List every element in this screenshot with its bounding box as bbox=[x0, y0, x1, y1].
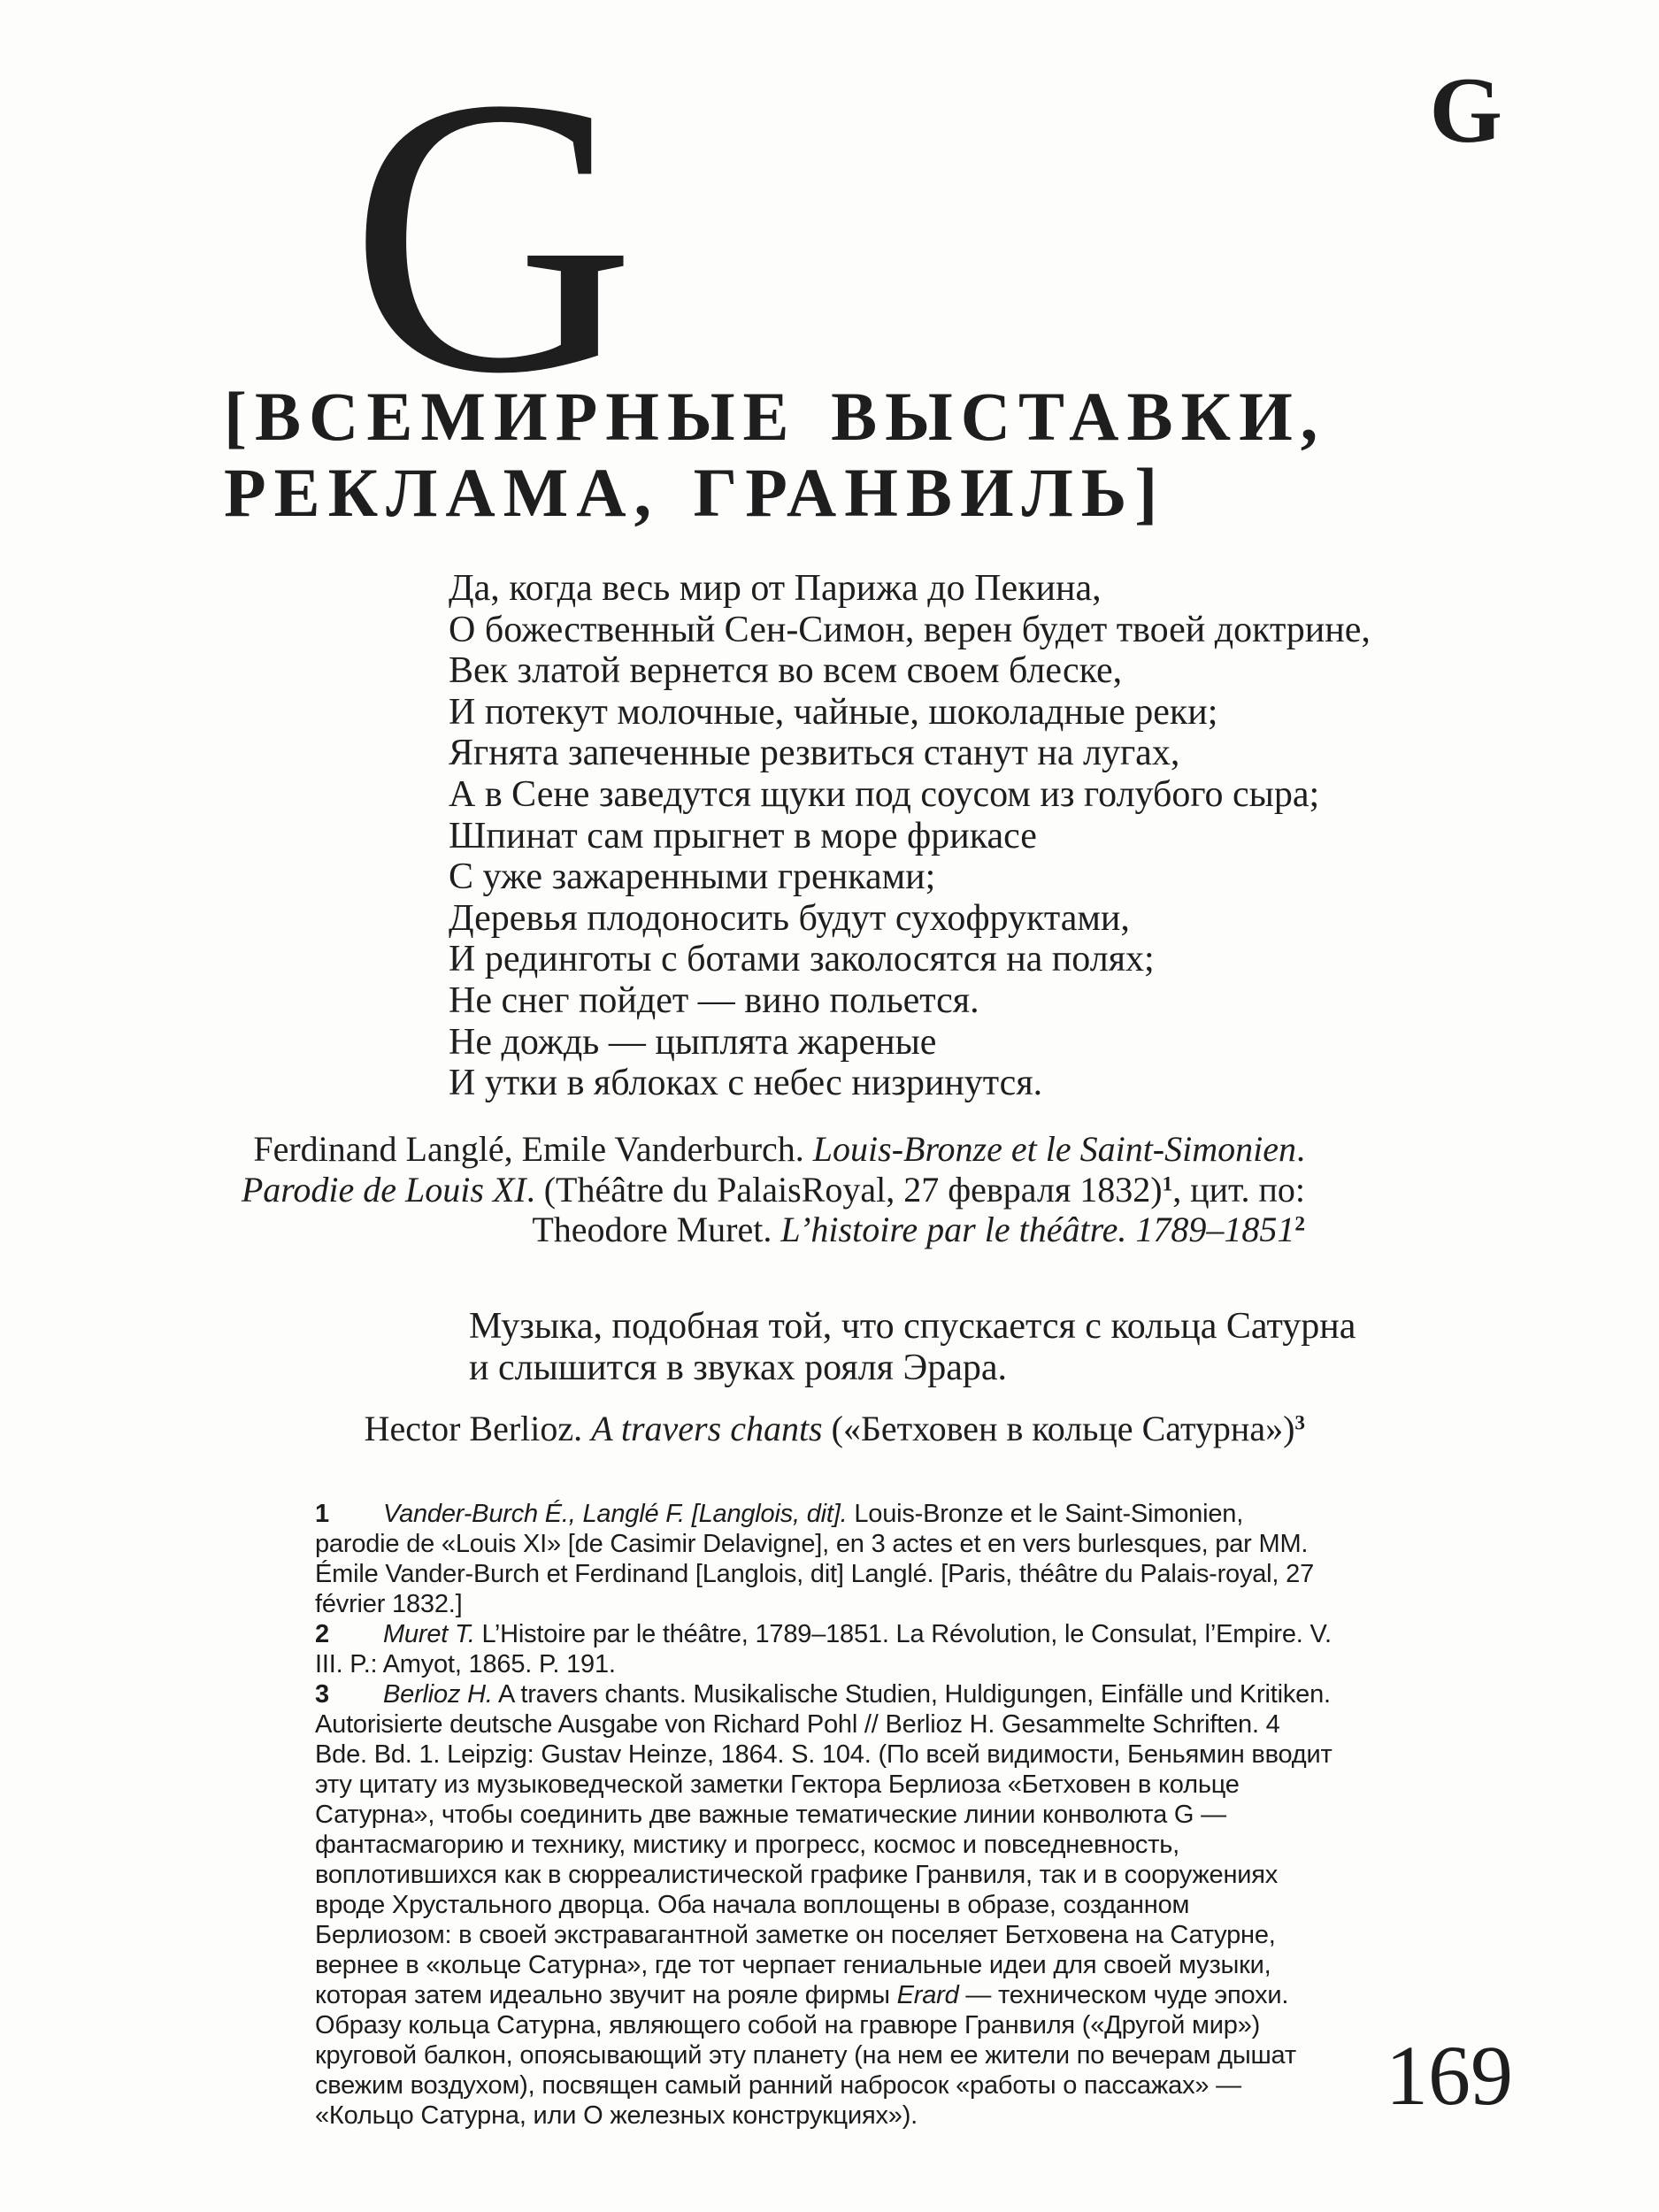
text-line: И рединготы с ботами заколосятся на полях; bbox=[449, 939, 1155, 980]
footnote-1-number: 1 bbox=[315, 1500, 329, 1528]
poem-attribution-line2 bbox=[133, 1170, 1305, 1210]
footnote-3 bbox=[315, 1679, 1333, 2131]
text-run: . (Théâtre du PalaisRoyal, 27 февраля 1832) bbox=[526, 1169, 1163, 1210]
text-line: Деревья плодоносить будут сухофруктами, bbox=[449, 897, 1130, 939]
footnote-3-number: 3 bbox=[315, 1680, 329, 1709]
text-run: Berlioz H. bbox=[383, 1680, 493, 1709]
text-run: Hector Berlioz. bbox=[364, 1409, 592, 1448]
berlioz-attribution bbox=[133, 1409, 1305, 1449]
text-line: И утки в яблоках с небес низринутся. bbox=[449, 1063, 1043, 1104]
text-run: 1 bbox=[1162, 1171, 1173, 1195]
text-run: 2 bbox=[1294, 1212, 1305, 1236]
text-run: Ferdinand Langlé, Emile Vanderburch. bbox=[253, 1129, 813, 1169]
footnote-1 bbox=[315, 1499, 1333, 1619]
text-run: Vander-Burch É., Langlé F. [Langlois, dit]. bbox=[383, 1500, 848, 1528]
footnote-2-text bbox=[315, 1620, 1332, 1678]
text-line: И потекут молочные, чайные, шоколадные реки; bbox=[449, 691, 1218, 733]
text-run: 3 bbox=[1294, 1411, 1305, 1435]
text-run: A travers chants bbox=[591, 1409, 823, 1448]
text-line: Музыка, подобная той, что спускается с кольца Сатурна bbox=[469, 1306, 1356, 1347]
text-run: , цит. по: bbox=[1172, 1169, 1305, 1210]
text-run: L’histoire par le théâtre. 1789–1851 bbox=[780, 1210, 1295, 1249]
text-run: Louis-Bronze et le Saint-Simonien bbox=[812, 1129, 1296, 1169]
poem-attribution-line3 bbox=[133, 1210, 1305, 1250]
text-run: («Бетховен в кольце Сатурна») bbox=[822, 1409, 1295, 1448]
chapter-title bbox=[224, 379, 1325, 531]
footnotes-block bbox=[315, 1499, 1333, 2131]
text-line: Шпинат сам прыгнет в море фрикасе bbox=[449, 815, 1037, 856]
text-run: A travers chants. Musikalische Studien, Huldigungen, Einfälle und Kritiken. Autorisierte deutsche Ausgabe von Richard Pohl // Berlioz H. Gesammelte Schriften. 4 Bde. Bd. 1. Leipzig: Gustav Heinze, 1864. S. 104. (По всей видимости, Беньямин вводит эту цитату из музыковедческой заметки Гектора Берлиоза «Бетховен в кольце Сатурна», чтобы соединить две важные тематические линии конволюта G — фантасмагорию и технику, мистику и прогресс, космос и повседневность, воплотившихся как в сюрреалистической графике Гранвиля, так и в сооружениях вроде Хрустального дворца. Оба начала воплощены в образе, созданном Берлиозом: в своей экстравагантной заметке он поселяет Бетховена на Сатурне, вернее в «кольце Сатурна», где тот черпает гениальные идеи для своей музыки, которая затем идеально звучит на рояле фирмы bbox=[315, 1680, 1333, 2009]
poem-attribution-line1 bbox=[133, 1129, 1305, 1170]
chapter-title-line1: [ВСЕМИРНЫЕ ВЫСТАВКИ, bbox=[224, 378, 1326, 455]
text-run: Muret T. bbox=[383, 1620, 475, 1648]
text-run: Erard bbox=[896, 1981, 959, 2009]
text-line: Да, когда весь мир от Парижа до Пекина, bbox=[449, 568, 1102, 609]
poem-quote bbox=[449, 568, 1371, 1104]
text-run: Parodie de Louis XI bbox=[241, 1169, 526, 1210]
text-run: — техническом чуде эпохи. Образу кольца Сатурна, являющего собой на гравюре Гранвиля («Другой мир») круговой балкон, опоясывающий эту планету (на нем ее жители по вечерам дышат свежим воздухом), посвящен самый ранний набросок «работы о пассажах» — «Кольцо Сатурна, или О железных конструкциях»). bbox=[315, 1981, 1296, 2130]
text-run: Louis-Bronze et le Saint-Simonien, parodie de «Louis XI» [de Casimir Delavigne], en 3 actes et en vers burlesques, par MM. Émile Vander-Burch et Ferdinand [Langlois, dit] Langlé. [Paris, théâtre du Palais-royal, 27 février 1832.] bbox=[315, 1500, 1314, 1618]
chapter-title-line2: РЕКЛАМА, ГРАНВИЛЬ] bbox=[224, 454, 1166, 531]
running-head-letter: G bbox=[1429, 58, 1502, 162]
text-line: и слышится в звуках рояля Эрара. bbox=[469, 1348, 1007, 1388]
footnote-2 bbox=[315, 1619, 1333, 1679]
berlioz-quote bbox=[469, 1306, 1356, 1389]
text-line: О божественный Сен-Симон, верен будет твоей доктрине, bbox=[449, 609, 1371, 650]
text-line: Не снег пойдет — вино польется. bbox=[449, 979, 979, 1021]
poem-attribution bbox=[133, 1129, 1305, 1250]
footnote-3-text bbox=[315, 1680, 1333, 2130]
text-line: А в Сене заведутся щуки под соусом из голубого сыра; bbox=[449, 773, 1320, 815]
text-line: Век златой вернется во всем своем блеске, bbox=[449, 650, 1123, 692]
footnote-2-number: 2 bbox=[315, 1620, 329, 1648]
footnote-1-text bbox=[315, 1500, 1314, 1618]
dropcap-letter: G bbox=[349, 16, 636, 455]
text-run: L’Histoire par le théâtre, 1789–1851. La Révolution, le Consulat, l’Empire. V. III. P.: Amyot, 1865. P. 191. bbox=[315, 1620, 1332, 1678]
text-run: Theodore Muret. bbox=[532, 1210, 781, 1249]
page-number: 169 bbox=[1386, 2028, 1513, 2123]
text-line: Ягнята запеченные резвиться станут на лугах, bbox=[449, 733, 1180, 774]
text-run: . bbox=[1296, 1129, 1305, 1169]
text-line: Не дождь — цыплята жареные bbox=[449, 1021, 937, 1063]
text-line: С уже зажаренными гренками; bbox=[449, 856, 936, 898]
